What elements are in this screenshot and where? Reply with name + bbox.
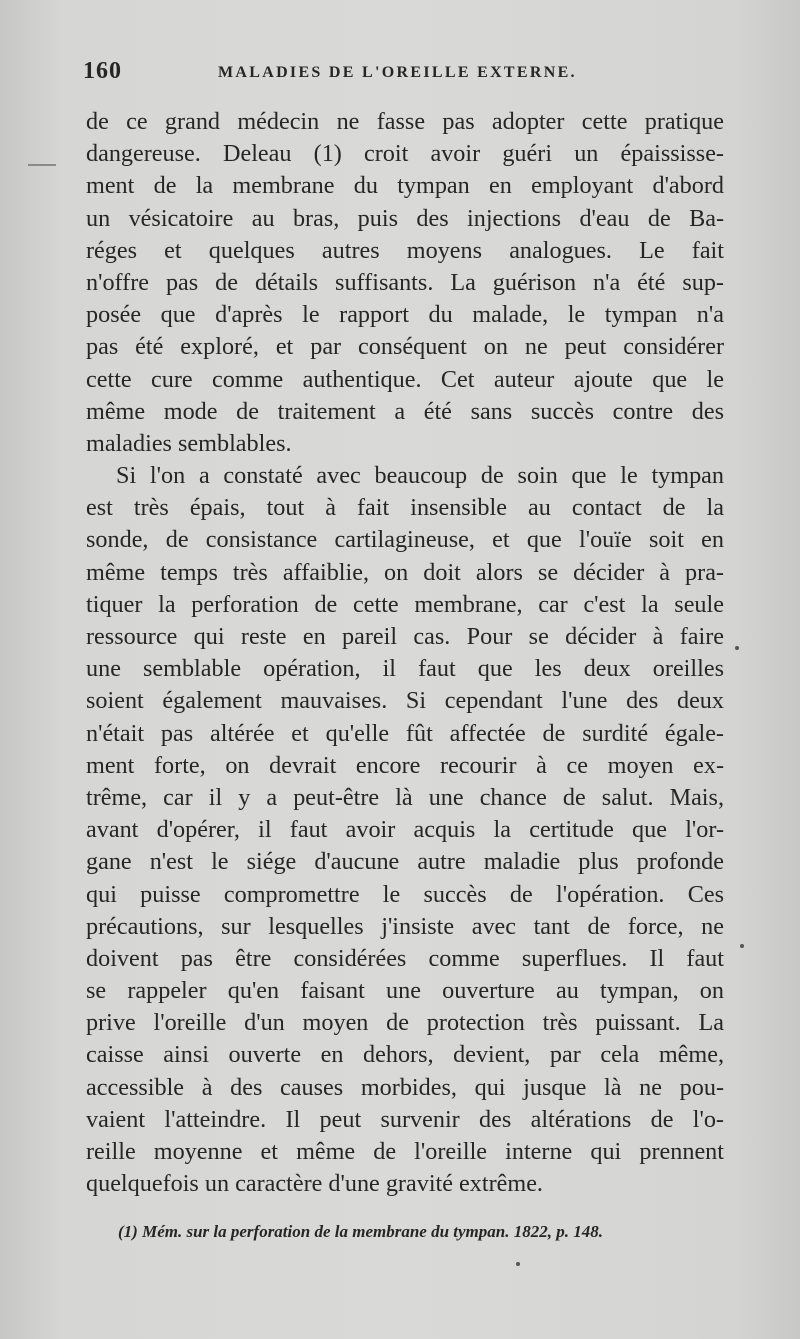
- text-line: accessible à des causes morbides, qui jusque là ne pou-: [86, 1073, 724, 1101]
- text-line: est très épais, tout à fait insensible au contact de la: [86, 494, 724, 522]
- text-line: réges et quelques autres moyens analogues. Le fait: [86, 236, 724, 264]
- text-line: doivent pas être considérées comme superflues. Il faut: [86, 944, 724, 972]
- text-line: n'offre pas de détails suffisants. La guérison n'a été sup-: [86, 268, 724, 296]
- text-line: gane n'est le siége d'aucune autre maladie plus profonde: [86, 848, 724, 876]
- margin-mark: [28, 164, 56, 166]
- text-line: maladies semblables.: [86, 429, 292, 457]
- text-line: n'était pas altérée et qu'elle fût affectée de surdité égale-: [86, 719, 724, 747]
- text-line: se rappeler qu'en faisant une ouverture au tympan, on: [86, 977, 724, 1005]
- page-header: [0, 58, 800, 92]
- text-line: un vésicatoire au bras, puis des injections d'eau de Ba-: [86, 204, 724, 232]
- page-number: 160: [83, 58, 122, 84]
- paragraph-start-line: Si l'on a constaté avec beaucoup de soin que le tympan: [116, 462, 724, 490]
- footnote: (1) Mém. sur la perforation de la membrane du tympan. 1822, p. 148.: [118, 1222, 603, 1241]
- text-line: cette cure comme authentique. Cet auteur ajoute que le: [86, 365, 724, 393]
- text-line: dangereuse. Deleau (1) croit avoir guéri un épaississe-: [86, 140, 724, 168]
- body-text: [86, 106, 724, 1200]
- text-line: soient également mauvaises. Si cependant l'une des deux: [86, 687, 724, 715]
- text-line: trême, car il y a peut-être là une chance de salut. Mais,: [86, 783, 724, 811]
- text-line: vaient l'atteindre. Il peut survenir des altérations de l'o-: [86, 1105, 724, 1133]
- ink-speck: [740, 944, 744, 948]
- text-line: posée que d'après le rapport du malade, le tympan n'a: [86, 301, 724, 329]
- text-line: qui puisse compromettre le succès de l'opération. Ces: [86, 880, 724, 908]
- text-line: quelquefois un caractère d'une gravité extrême.: [86, 1170, 543, 1198]
- text-line: une semblable opération, il faut que les deux oreilles: [86, 655, 724, 683]
- text-line: même temps très affaiblie, on doit alors se décider à pra-: [86, 558, 724, 586]
- text-line: ment de la membrane du tympan en employant d'abord: [86, 172, 724, 200]
- text-line: avant d'opérer, il faut avoir acquis la certitude que l'or-: [86, 816, 724, 844]
- ink-speck: [516, 1262, 520, 1266]
- text-line: ressource qui reste en pareil cas. Pour se décider à faire: [86, 623, 724, 650]
- text-line: ment forte, on devrait encore recourir à ce moyen ex-: [86, 751, 724, 779]
- text-line: même mode de traitement a été sans succès contre des: [86, 397, 724, 425]
- ink-speck: [735, 646, 739, 650]
- text-line: prive l'oreille d'un moyen de protection très puissant. La: [86, 1009, 724, 1037]
- text-line: précautions, sur lesquelles j'insiste avec tant de force, ne: [86, 912, 724, 940]
- text-line: sonde, de consistance cartilagineuse, et que l'ouïe soit en: [86, 526, 724, 554]
- text-line: tiquer la perforation de cette membrane, car c'est la seule: [86, 590, 724, 618]
- text-line: reille moyenne et même de l'oreille interne qui prennent: [86, 1138, 724, 1165]
- text-line: caisse ainsi ouverte en dehors, devient, par cela même,: [86, 1041, 724, 1069]
- text-line: de ce grand médecin ne fasse pas adopter cette pratique: [86, 108, 724, 135]
- text-line: pas été exploré, et par conséquent on ne peut considérer: [86, 333, 724, 361]
- running-title: MALADIES DE L'OREILLE EXTERNE.: [218, 64, 577, 81]
